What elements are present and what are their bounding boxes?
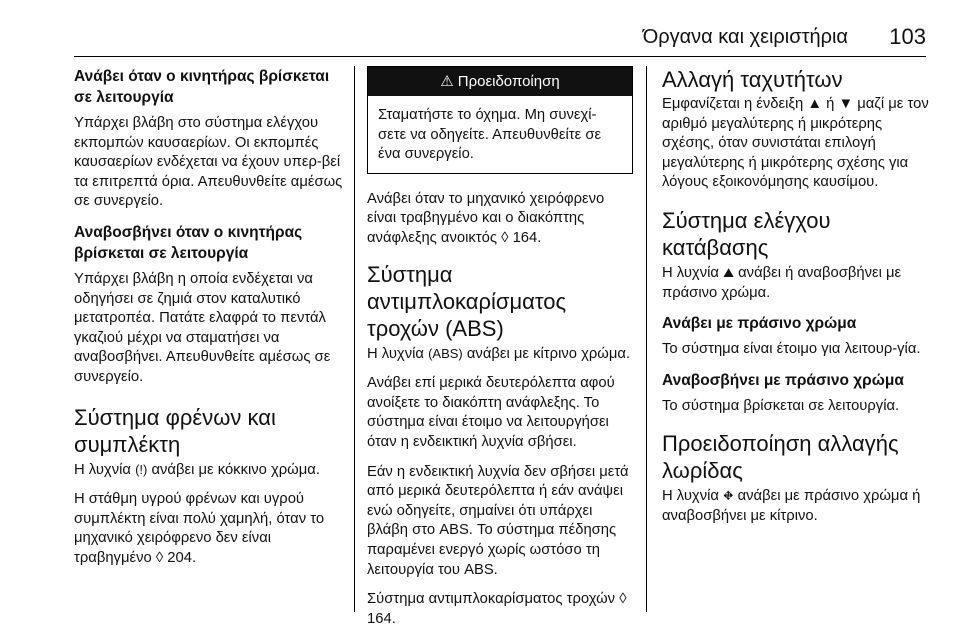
section-heading: Ανάβει όταν ο κινητήρας βρίσκεται σε λειτουργία — [74, 68, 330, 106]
header-title: Όργανα και χειριστήρια — [642, 26, 848, 48]
gear-shift-title: Αλλαγή ταχυτήτων — [662, 67, 843, 92]
paragraph: Εμφανίζεται η ένδειξη ▲ ή ▼ μαζί με τον αριθμό μεγαλύτερης ή μικρότερης σχέσης, όταν συνιστάται επιλογή μεγαλύτερης ή μικρότερης σχέσης για λόγους εξοικονόμησης καυσίμου. — [662, 96, 929, 191]
warning-text: Σταματήστε το όχημα. Μη συνεχί-σετε να οδηγείτε. Απευθυνθείτε σε ένα συνεργείο. — [378, 107, 602, 163]
page-header — [0, 18, 960, 54]
paragraph: Υπάρχει βλάβη η οποία ενδέχεται να οδηγήσει σε ζημιά στον καταλυτικό μετατροπέα. Πατάτε ελαφρά το πεντάλ γκαζιού μέχρι να σταματήσει να αναβοσβήνει. Απευθυνθείτε αμέσως σε συνεργείο. — [74, 270, 331, 385]
warning-triangle-icon: ⚠ — [440, 73, 454, 90]
paragraph — [74, 460, 344, 481]
text: ανάβει με κίτρινο χρώμα. — [466, 345, 631, 362]
brake-warning-icon: (!) — [135, 461, 148, 477]
section-heading: Αναβοσβήνει όταν ο κινητήρας βρίσκεται σε λειτουργία — [74, 223, 303, 262]
paragraph — [662, 486, 930, 526]
page-reference[interactable]: 164. — [367, 610, 396, 627]
column-1 — [74, 66, 344, 579]
page-reference[interactable]: 164. — [512, 229, 542, 246]
section-heading: Αναβοσβήνει με πράσινο χρώμα — [662, 371, 904, 389]
lane-change-title: Προειδοποίηση αλλαγής λωρίδας — [662, 431, 899, 484]
page-reference-icon: ◊ — [619, 591, 627, 608]
paragraph — [367, 590, 633, 629]
text: Σύστημα αντιμπλοκαρίσματος τροχών — [367, 591, 616, 608]
column-2 — [367, 66, 633, 639]
warning-box — [367, 66, 633, 174]
text: ανάβει με κόκκινο χρώμα. — [151, 461, 320, 478]
warning-body — [368, 96, 632, 173]
abs-icon: (ABS) — [428, 345, 463, 361]
brake-system-title: Σύστημα φρένων και συμπλέκτη — [74, 404, 276, 457]
column-3 — [662, 66, 930, 537]
column-divider-2 — [646, 66, 647, 612]
paragraph: Ανάβει επί μερικά δευτερόλεπτα αφού ανοίξετε το διακόπτη ανάφλεξης. Το σύστημα είναι έτοιμο να λειτουργήσει όταν η ενδεικτική λυχνία σβήσει. — [367, 375, 615, 450]
paragraph — [367, 190, 633, 249]
page-number: 103 — [889, 24, 926, 49]
header-rule — [74, 56, 926, 57]
text: Η στάθμη υγρού φρένων και υγρού συμπλέκτη είναι πολύ χαμηλή, όταν το μηχανικό χειρόφρενο δεν είναι τραβηγμένο — [74, 491, 325, 566]
paragraph — [74, 490, 344, 568]
warning-header — [368, 67, 632, 96]
paragraph: Το σύστημα είναι έτοιμο για λειτουρ-γία. — [662, 341, 921, 358]
column-divider-1 — [354, 66, 355, 612]
text: Η λυχνία — [74, 461, 131, 478]
text: Ανάβει όταν το μηχανικό χειρόφρενο είναι τραβηγμένο και ο διακόπτης ανάφλεξης ανοικτός — [367, 190, 605, 246]
warning-title: Προειδοποίηση — [457, 73, 560, 90]
hill-descent-title: Σύστημα ελέγχου κατάβασης — [662, 207, 831, 260]
page-reference-icon: ◊ — [501, 229, 509, 246]
paragraph: Εάν η ενδεικτική λυχνία δεν σβήσει μετά από μερικά δευτερόλεπτα ή εάν ανάψει ενώ οδηγείτε, σημαίνει ότι υπάρχει βλάβη στο ABS. Το σύστημα πέδησης παραμένει ενεργό χωρίς ωστόσο τη λειτουργία του ABS. — [367, 463, 629, 578]
hill-descent-icon: ⛰ — [723, 264, 734, 280]
paragraph: Υπάρχει βλάβη στο σύστημα ελέγχου εκπομπών καυσαερίων. Οι εκπομπές καυσαερίων ενδέχεται να έχουν υπερ-βεί τα επιτρεπτά όρια. Απευθυνθείτε αμέσως σε συνεργείο. — [74, 115, 343, 210]
text: Η λυχνία — [367, 345, 424, 362]
text: ανάβει ή αναβοσβήνει με πράσινο χρώμα. — [662, 264, 902, 301]
text: Η λυχνία — [662, 264, 719, 281]
page-reference[interactable]: 204. — [167, 549, 197, 566]
lane-change-icon: ⛖ — [723, 488, 734, 504]
section-heading: Ανάβει με πράσινο χρώμα — [662, 315, 857, 333]
paragraph: Το σύστημα βρίσκεται σε λειτουργία. — [662, 397, 900, 414]
page-reference-icon: ◊ — [155, 549, 164, 566]
paragraph — [367, 344, 633, 365]
paragraph — [662, 263, 930, 303]
text: ανάβει με πράσινο χρώμα ή αναβοσβήνει με κίτρινο. — [662, 488, 921, 524]
text: Η λυχνία — [662, 488, 719, 505]
abs-title: Σύστημα αντιμπλοκαρίσματος τροχών (ABS) — [367, 261, 567, 341]
